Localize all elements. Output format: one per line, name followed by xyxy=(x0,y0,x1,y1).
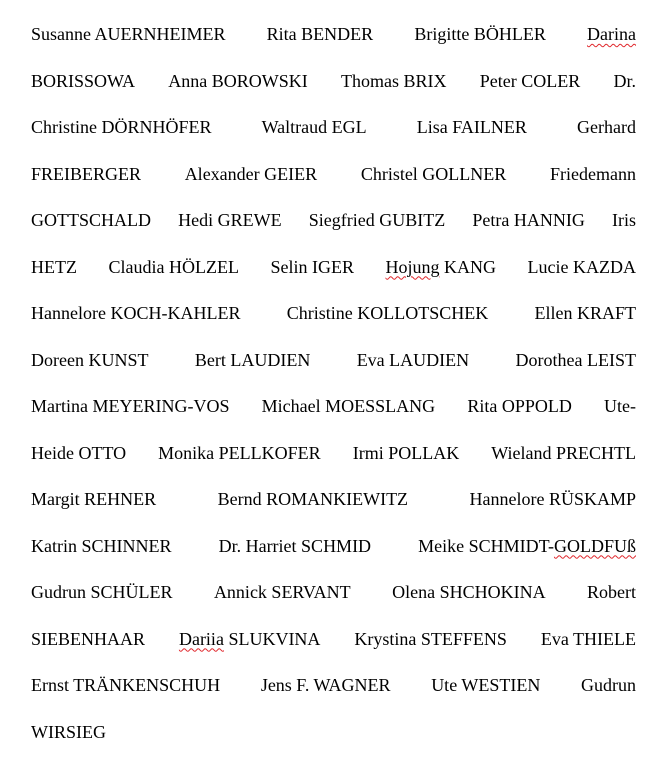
person-name: Margit REHNER xyxy=(31,482,156,529)
person-name: Monika PELLKOFER xyxy=(158,436,321,483)
person-name: Anna BOROWSKI xyxy=(168,64,308,111)
person-name: Susanne AUERNHEIMER xyxy=(31,17,226,64)
person-name: Christel GOLLNER xyxy=(361,157,507,204)
text-line xyxy=(31,389,636,436)
text-line xyxy=(31,715,636,761)
person-name: Ute- xyxy=(604,389,636,436)
text-line xyxy=(31,250,636,297)
spellcheck-underline: Dariia xyxy=(179,629,224,649)
person-name: Siegfried GUBITZ xyxy=(309,203,445,250)
person-name: Rita OPPOLD xyxy=(467,389,572,436)
person-name: Ernst TRÄNKENSCHUH xyxy=(31,668,220,715)
text-line xyxy=(31,668,636,715)
person-name: Gudrun SCHÜLER xyxy=(31,575,173,622)
person-name: Jens F. WAGNER xyxy=(261,668,391,715)
text-line xyxy=(31,296,636,343)
person-name: Robert xyxy=(587,575,636,622)
person-name: Irmi POLLAK xyxy=(353,436,460,483)
person-name: HETZ xyxy=(31,250,77,297)
person-name: Thomas BRIX xyxy=(341,64,447,111)
text-line xyxy=(31,343,636,390)
text-line xyxy=(31,110,636,157)
person-name: Waltraud EGL xyxy=(262,110,367,157)
text-line xyxy=(31,17,636,64)
person-name: Dr. Harriet SCHMID xyxy=(219,529,371,576)
spellcheck-underline: GOLDFUß xyxy=(554,536,636,556)
name-list-paragraph xyxy=(31,17,636,761)
person-name: Peter COLER xyxy=(480,64,581,111)
person-name: Katrin SCHINNER xyxy=(31,529,172,576)
spellcheck-underline: Hojung xyxy=(386,257,440,277)
text-line xyxy=(31,436,636,483)
text-line xyxy=(31,529,636,576)
person-name: Dr. xyxy=(613,64,636,111)
person-name: Alexander GEIER xyxy=(185,157,317,204)
person-name: Hannelore RÜSKAMP xyxy=(469,482,636,529)
person-name: Iris xyxy=(612,203,636,250)
person-name: Hedi GREWE xyxy=(178,203,281,250)
person-name: SIEBENHAAR xyxy=(31,622,145,669)
person-name: GOTTSCHALD xyxy=(31,203,151,250)
person-name: Rita BENDER xyxy=(267,17,374,64)
person-name: Wieland PRECHTL xyxy=(491,436,636,483)
person-name: BORISSOWA xyxy=(31,64,135,111)
person-name: Gerhard xyxy=(577,110,636,157)
person-name: Bernd ROMANKIEWITZ xyxy=(218,482,408,529)
text-line xyxy=(31,157,636,204)
person-name: Eva LAUDIEN xyxy=(357,343,469,390)
person-name: Petra HANNIG xyxy=(472,203,584,250)
person-name: Brigitte BÖHLER xyxy=(414,17,546,64)
person-name: Christine KOLLOTSCHEK xyxy=(287,296,489,343)
person-name: Bert LAUDIEN xyxy=(195,343,310,390)
text-line xyxy=(31,203,636,250)
person-name: Dorothea LEIST xyxy=(516,343,636,390)
person-name: WIRSIEG xyxy=(31,715,106,761)
text-line xyxy=(31,622,636,669)
text-line xyxy=(31,575,636,622)
person-name: Olena SHCHOKINA xyxy=(392,575,545,622)
text-line xyxy=(31,64,636,111)
spellcheck-underline: Darina xyxy=(587,24,636,44)
person-name: Meike SCHMIDT-GOLDFUß xyxy=(418,529,636,576)
person-name: Doreen KUNST xyxy=(31,343,148,390)
person-name: Claudia HÖLZEL xyxy=(109,250,239,297)
person-name: Ute WESTIEN xyxy=(431,668,540,715)
person-name: Krystina STEFFENS xyxy=(354,622,507,669)
person-name: Dariia SLUKVINA xyxy=(179,622,320,669)
person-name: Lucie KAZDA xyxy=(528,250,636,297)
person-name: Gudrun xyxy=(581,668,636,715)
person-name: Lisa FAILNER xyxy=(417,110,527,157)
person-name: FREIBERGER xyxy=(31,157,141,204)
person-name: Christine DÖRNHÖFER xyxy=(31,110,212,157)
person-name: Michael MOESSLANG xyxy=(262,389,436,436)
person-name: Friedemann xyxy=(550,157,636,204)
person-name: Ellen KRAFT xyxy=(534,296,636,343)
person-name: Selin IGER xyxy=(270,250,354,297)
person-name: Hojung KANG xyxy=(386,250,497,297)
text-line xyxy=(31,482,636,529)
person-name: Heide OTTO xyxy=(31,436,126,483)
person-name: Eva THIELE xyxy=(541,622,636,669)
person-name xyxy=(587,17,636,64)
person-name: Martina MEYERING-VOS xyxy=(31,389,229,436)
person-name: Annick SERVANT xyxy=(214,575,351,622)
person-name: Hannelore KOCH-KAHLER xyxy=(31,296,240,343)
